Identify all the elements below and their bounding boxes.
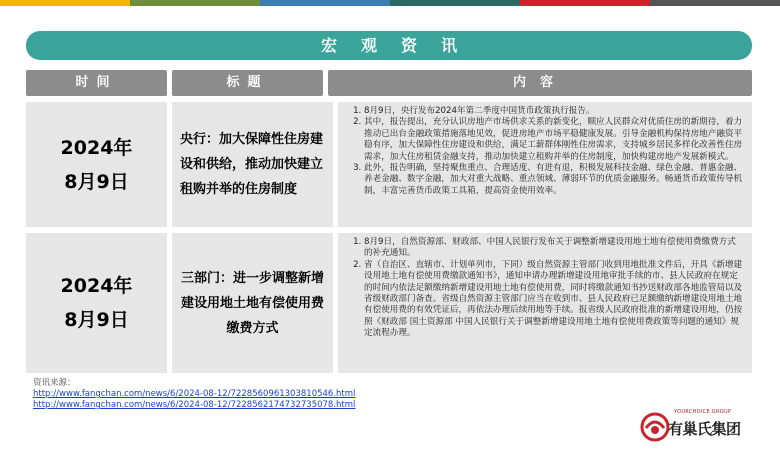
- content-item: 3. 此外，报告明确，坚持聚焦重点、合理适度、有进有退，积极发展科技金融、绿色金融、普惠金融、养老金融、数字金融，加大对重大战略、重点领域、薄弱环节的优质金融服务。畅通货币政策传导机制，丰富完善货币政策工具箱，提高资金使用效率。: [364, 163, 744, 197]
- source-link[interactable]: http://www.fangchan.com/news/6/2024-08-12/7228560961303810546.html: [33, 389, 356, 399]
- row-date: [26, 102, 167, 227]
- row-date: [26, 233, 167, 373]
- top-color-bar: [0, 0, 780, 6]
- header-content: 内容: [328, 70, 752, 96]
- content-item: 2. 其中，报告提出，充分认识房地产市场供求关系的新变化，顺应人民群众对优质住房的新期待，着力推动已出台金融政策措施落地见效，促进房地产市场平稳健康发展。引导金融机构保持房地产融资平稳有序，加大保障性住房建设和供给，满足工薪群体刚性住房需求，支持城乡居民多样化改善性住房需求，加大住房租赁金融支持，推动加快建立租购并举的住房制度，加快构建房地产发展新模式。: [364, 117, 744, 163]
- row-title-text: 三部门：进一步调整新增建设用地土地有偿使用费缴费方式: [180, 270, 324, 336]
- date-year: 2024年: [60, 275, 133, 297]
- row-title-text: 央行：加大保障性住房建设和供给，推动加快建立租购并举的住房制度: [180, 132, 324, 197]
- content-item: 2. 省（自治区、直辖市、计划单列市，下同）级自然资源主管部门收到用地批准文件后，开具《新增建设用地土地有偿使用费缴款通知书》，通知申请办理新增建设用地审批手续的市、县人民政府在规定的时间内依法足额缴纳新增建设用地土地有偿使用费，同时将缴款通知书抄送财政部各地监管局以及省级财政部门备查。省级自然资源主管部门应当在收到市、县人民政府已足额缴纳新增建设用地土地有偿使用费的有效凭证后，再依法办理后续用地等手续。报省级人民政府批准的新增建设用地，仍按照《财政部 国土资源部 中国人民银行关于调整新增建设用地土地有偿使用费政策等问题的通知》规定流程办理。: [364, 260, 744, 340]
- nest-logo-icon: [640, 412, 670, 442]
- row-content: [338, 102, 752, 227]
- content-item: 1. 8月9日，自然资源部、财政部、中国人民银行发布关于调整新增建设用地土地有偿使用费缴费方式的补充通知。: [364, 237, 744, 260]
- date-day: 8月9日: [64, 170, 129, 193]
- content-item: 1. 8月9日，央行发布2024年第二季度中国货币政策执行报告。: [364, 106, 744, 117]
- row-content: [338, 233, 752, 373]
- source-link[interactable]: http://www.fangchan.com/news/6/2024-08-12/7228562174732735078.html: [33, 400, 356, 410]
- section-banner: 宏观资讯: [26, 31, 752, 60]
- source-label: 资讯来源：: [33, 378, 76, 388]
- row-title: [172, 102, 333, 227]
- date-year: 2024年: [60, 136, 133, 159]
- header-time: 时间: [26, 70, 167, 96]
- logo-english: YOURCHOICE GROUP: [674, 409, 732, 415]
- date-day: 8月9日: [64, 309, 129, 331]
- company-logo: [640, 408, 760, 442]
- logo-name: 有巢氏集团: [668, 420, 741, 438]
- header-title: 标题: [172, 70, 323, 96]
- source-block: [33, 378, 355, 411]
- row-title: [172, 233, 333, 373]
